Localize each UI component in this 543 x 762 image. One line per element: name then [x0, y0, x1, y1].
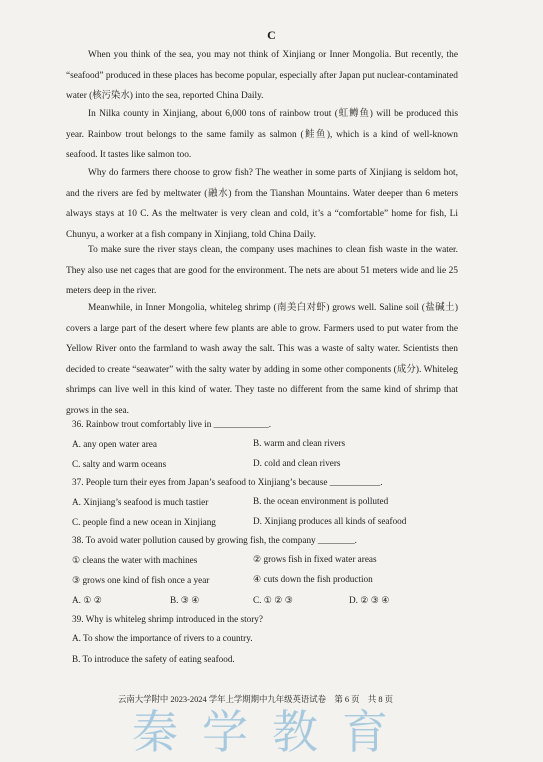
q36-option-a[interactable]: A. any open water area	[72, 439, 157, 449]
watermark: 秦学教育	[132, 705, 412, 759]
q37-option-c[interactable]: C. people find a new ocean in Xinjiang	[72, 517, 216, 527]
q38-statement-1: ① cleans the water with machines	[72, 555, 198, 565]
paragraph-4: To make sure the river stays clean, the company uses machines to clean fish waste in the water. They also use net cages that are good for the environment. The nets are about 51 meters wide and lie 25 meters deep in the river.	[66, 245, 458, 297]
q39-option-b[interactable]: B. To introduce the safety of eating seafood.	[72, 654, 235, 664]
q38-statement-2: ② grows fish in fixed water areas	[253, 554, 377, 564]
q39-option-a[interactable]: A. To show the importance of rivers to a country.	[72, 633, 253, 643]
question-39-stem: 39. Why is whiteleg shrimp introduced in the story?	[72, 614, 263, 624]
page-footer: 云南大学附中 2023-2024 学年上学期期中九年级英语试卷 第 6 页 共 8 页	[118, 695, 393, 704]
q36-option-c[interactable]: C. salty and warm oceans	[72, 459, 167, 469]
q36-option-b[interactable]: B. warm and clean rivers	[253, 438, 346, 448]
q38-option-b[interactable]: B. ③ ④	[170, 595, 200, 605]
paragraph-3: Why do farmers there choose to grow fish? The weather in some parts of Xinjiang is seldom hot, and the rivers are fed by meltwater (融水) from the Tianshan Mountains. Water deeper than 6 meters always stays at 10 C. As the meltwater is very clean and cold, it’s a “comfortable” home for fish, Li Chunyu, a worker at a fish company in Xinjiang, told China Daily.	[66, 168, 458, 240]
paragraph-1: When you think of the sea, you may not think of Xinjiang or Inner Mongolia. But recently, the “seafood” produced in these places has become popular, especially after Japan put nuclear-contaminated water (核污染水) into the sea, reported China Daily.	[66, 50, 458, 102]
q38-statement-4: ④ cuts down the fish production	[253, 574, 373, 584]
question-37-stem: 37. People turn their eyes from Japan’s seafood to Xinjiang’s because ___________.	[72, 477, 383, 487]
q38-option-c[interactable]: C. ① ② ③	[253, 595, 294, 605]
q36-option-d[interactable]: D. cold and clean rivers	[253, 458, 341, 468]
q37-option-d[interactable]: D. Xinjiang produces all kinds of seafood	[253, 516, 407, 526]
q37-option-a[interactable]: A. Xinjiang’s seafood is much tastier	[72, 497, 209, 507]
paragraph-2: In Nilka county in Xinjiang, about 6,000 tons of rainbow trout (虹鳟鱼) will be produced this year. Rainbow trout belongs to the same family as salmon (鲑鱼), which is a kind of well-known seafood. It tastes like salmon too.	[66, 109, 458, 161]
q38-option-d[interactable]: D. ② ③ ④	[349, 595, 390, 605]
question-36-stem: 36. Rainbow trout comfortably live in ____________.	[72, 419, 272, 429]
q38-statement-3: ③ grows one kind of fish once a year	[72, 575, 210, 585]
paragraph-5: Meanwhile, in Inner Mongolia, whiteleg shrimp (南美白对虾) grows well. Saline soil (盐碱土) covers a large part of the desert where few plants are able to grow. Farmers used to put water from the Yellow River onto the farmland to wash away the salt. This was a waste of salty water. Scientists then decided to create “seawater” with the salty water by adding in some other components (成分). Whiteleg shrimps can live well in this kind of water. They taste no different from the same kind of shrimp that grows in the sea.	[66, 303, 458, 416]
section-title: C	[267, 28, 276, 42]
q38-option-a[interactable]: A. ① ②	[72, 595, 102, 605]
question-38-stem: 38. To avoid water pollution caused by growing fish, the company ________.	[72, 535, 357, 545]
q37-option-b[interactable]: B. the ocean environment is polluted	[253, 496, 389, 506]
